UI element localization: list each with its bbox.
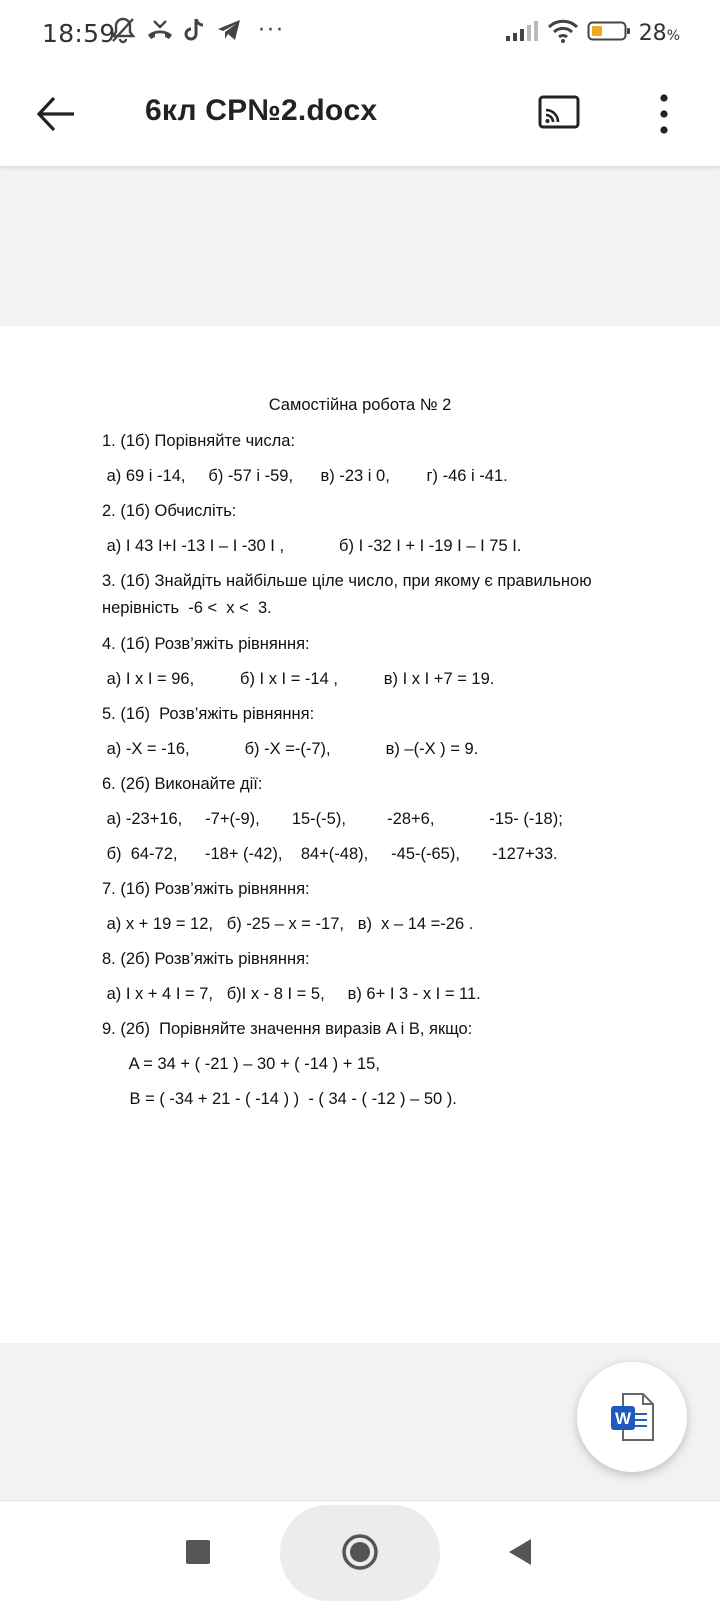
document-title: 6кл СР№2.docx [145,94,378,127]
doc-line: а) 69 і -14, б) -57 і -59, в) -23 і 0, г) -46 і -41. [102,467,508,485]
signal-icon [505,20,539,47]
viewer-background-top [0,166,720,326]
home-button[interactable] [341,1533,379,1576]
doc-line: 7. (1б) Розв’яжіть рівняння: [102,880,310,898]
battery-icon [587,19,631,48]
recents-square-icon [185,1539,211,1565]
word-document-icon [609,1392,655,1442]
doc-line: 1. (1б) Порівняйте числа: [102,432,296,450]
doc-line: B = ( -34 + 21 - ( -14 ) ) - ( 34 - ( -12 ) – 50 ). [102,1090,457,1108]
missed-call-icon [146,18,174,42]
cast-button[interactable] [538,94,580,132]
wifi-icon [547,18,579,49]
more-vert-icon [652,92,676,136]
doc-line: 2. (1б) Обчисліть: [102,502,237,520]
doc-line: 3. (1б) Знайдіть найбільше ціле число, при якому є правильною [102,572,592,590]
doc-line: 4. (1б) Розв’яжіть рівняння: [102,635,310,653]
telegram-icon [216,18,242,42]
status-bar [0,0,720,68]
battery-percent-unit: % [666,28,680,44]
status-time: 18:59 [42,19,116,48]
document-page[interactable] [0,326,720,1343]
system-nav-bar [0,1500,720,1601]
more-options-button[interactable] [652,92,676,136]
back-button[interactable] [34,92,78,136]
doc-line: A = 34 + ( -21 ) – 30 + ( -14 ) + 15, [102,1055,380,1073]
open-in-word-button[interactable] [577,1362,687,1472]
back-nav-button[interactable] [507,1537,533,1572]
doc-line: а) I x + 4 I = 7, б)I x - 8 I = 5, в) 6+ I 3 - x I = 11. [102,985,481,1003]
app-bar [0,68,720,166]
doc-line: 6. (2б) Виконайте дії: [102,775,263,793]
doc-line: б) 64-72, -18+ (-42), 84+(-48), -45-(-65), -127+33. [102,845,558,863]
recents-button[interactable] [185,1539,211,1570]
doc-line: нерівність -6 < x < 3. [102,599,272,617]
word-letter: W [614,1409,632,1428]
bell-off-icon [110,16,136,44]
doc-line: а) -X = -16, б) -X =-(-7), в) –(-X ) = 9. [102,740,479,758]
doc-line: а) I 43 I+I -13 I – I -30 I , б) I -32 I + I -19 I – I 75 I. [102,537,522,555]
cast-icon [538,94,580,132]
doc-line: а) -23+16, -7+(-9), 15-(-5), -28+6, -15- (-18); [102,810,563,828]
document-heading: Самостійна робота № 2 [268,396,452,414]
doc-line: а) I x I = 96, б) I x I = -14 , в) I x I +7 = 19. [102,670,495,688]
tiktok-icon [184,17,206,43]
doc-line: 5. (1б) Розв’яжіть рівняння: [102,705,315,723]
doc-line: а) x + 19 = 12, б) -25 – x = -17, в) x – 14 =-26 . [102,915,474,933]
doc-line: 9. (2б) Порівняйте значення виразів A і B, якщо: [102,1020,473,1038]
home-circle-icon [341,1533,379,1571]
battery-percent-value: 28 [638,21,667,46]
doc-line: 8. (2б) Розв’яжіть рівняння: [102,950,310,968]
more-notifications: ··· [258,17,285,43]
back-triangle-icon [507,1537,533,1567]
battery-percent [639,21,680,46]
arrow-left-icon [34,92,78,136]
